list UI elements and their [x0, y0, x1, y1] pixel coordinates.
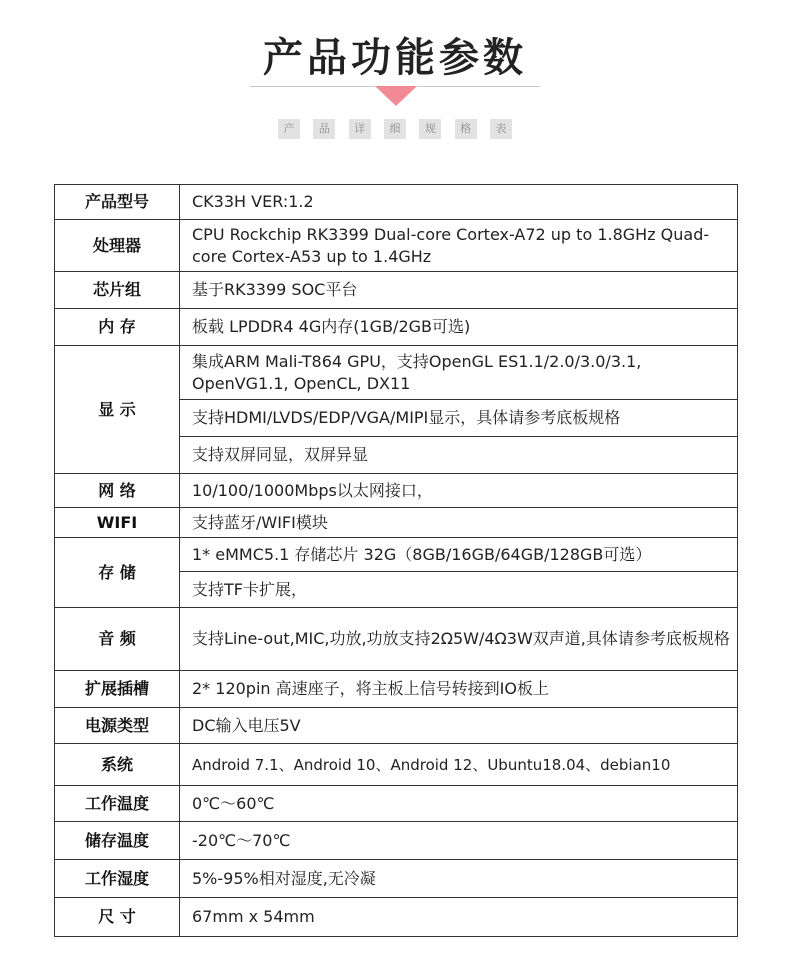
spec-value-memory: 板载 LPDDR4 4G内存(1GB/2GB可选) — [180, 309, 738, 346]
spec-label-model: 产品型号 — [55, 185, 180, 220]
subtitle-char: 细 — [384, 119, 406, 139]
spec-value-display-outputs: 支持HDMI/LVDS/EDP/VGA/MIPI显示，具体请参考底板规格 — [180, 400, 738, 437]
spec-table — [54, 184, 738, 937]
spec-value-model: CK33H VER:1.2 — [180, 185, 738, 220]
spec-value-storage-tf: 支持TF卡扩展， — [180, 572, 738, 608]
subtitle-char: 产 — [278, 119, 300, 139]
page-title: 产品功能参数 — [263, 35, 527, 81]
table-row — [55, 671, 738, 708]
spec-label-processor: 处理器 — [55, 220, 180, 272]
table-row — [55, 898, 738, 937]
table-row — [55, 220, 738, 272]
title-divider-right — [417, 86, 540, 87]
spec-value-storage-emmc: 1* eMMC5.1 存储芯片 32G（8GB/16GB/64GB/128GB可选） — [180, 538, 738, 572]
table-row — [55, 309, 738, 346]
spec-value-processor: CPU Rockchip RK3399 Dual-core Cortex-A72 up to 1.8GHz Quad-core Cortex-A53 up to 1.4GHz — [180, 220, 738, 272]
spec-label-expansion: 扩展插槽 — [55, 671, 180, 708]
spec-label-operating-temp: 工作温度 — [55, 786, 180, 822]
spec-value-humidity: 5%-95%相对湿度,无冷凝 — [180, 860, 738, 898]
spec-label-display: 显 示 — [55, 346, 180, 474]
table-row — [55, 744, 738, 786]
spec-label-storage: 存 储 — [55, 538, 180, 608]
spec-label-memory: 内 存 — [55, 309, 180, 346]
spec-value-display-gpu: 集成ARM Mali-T864 GPU，支持OpenGL ES1.1/2.0/3.0/3.1, OpenVG1.1, OpenCL, DX11 — [180, 346, 738, 400]
table-row — [55, 508, 738, 538]
table-row — [55, 538, 738, 572]
table-row — [55, 185, 738, 220]
subtitle-char: 规 — [419, 119, 441, 139]
table-row — [55, 860, 738, 898]
spec-value-display-dual: 支持双屏同显，双屏异显 — [180, 437, 738, 474]
spec-value-os: Android 7.1、Android 10、Android 12、Ubuntu18.04、debian10 — [180, 744, 738, 786]
subtitle-char: 格 — [455, 119, 477, 139]
table-row — [55, 786, 738, 822]
table-row — [55, 346, 738, 400]
spec-value-expansion: 2* 120pin 高速座子，将主板上信号转接到IO板上 — [180, 671, 738, 708]
spec-label-os: 系统 — [55, 744, 180, 786]
spec-value-audio: 支持Line-out,MIC,功放,功放支持2Ω5W/4Ω3W双声道,具体请参考底板规格 — [180, 608, 738, 671]
spec-label-dimensions: 尺 寸 — [55, 898, 180, 937]
spec-label-humidity: 工作湿度 — [55, 860, 180, 898]
title-divider-left — [250, 86, 375, 87]
table-row — [55, 608, 738, 671]
table-row — [55, 708, 738, 744]
table-row — [55, 474, 738, 508]
spec-label-audio: 音 频 — [55, 608, 180, 671]
spec-value-network: 10/100/1000Mbps以太网接口， — [180, 474, 738, 508]
pink-triangle-icon — [375, 86, 417, 106]
table-row — [55, 822, 738, 860]
subtitle-char: 表 — [490, 119, 512, 139]
spec-value-power: DC输入电压5V — [180, 708, 738, 744]
subtitle-row — [278, 119, 512, 139]
spec-label-storage-temp: 储存温度 — [55, 822, 180, 860]
subtitle-char: 品 — [313, 119, 335, 139]
spec-value-storage-temp: -20℃～70℃ — [180, 822, 738, 860]
subtitle-char: 详 — [349, 119, 371, 139]
spec-label-network: 网 络 — [55, 474, 180, 508]
spec-value-operating-temp: 0℃～60℃ — [180, 786, 738, 822]
spec-label-wifi: WIFI — [55, 508, 180, 538]
table-row — [55, 272, 738, 309]
spec-label-power: 电源类型 — [55, 708, 180, 744]
spec-value-wifi: 支持蓝牙/WIFI模块 — [180, 508, 738, 538]
spec-label-chipset: 芯片组 — [55, 272, 180, 309]
spec-value-chipset: 基于RK3399 SOC平台 — [180, 272, 738, 309]
spec-value-dimensions: 67mm x 54mm — [180, 898, 738, 937]
